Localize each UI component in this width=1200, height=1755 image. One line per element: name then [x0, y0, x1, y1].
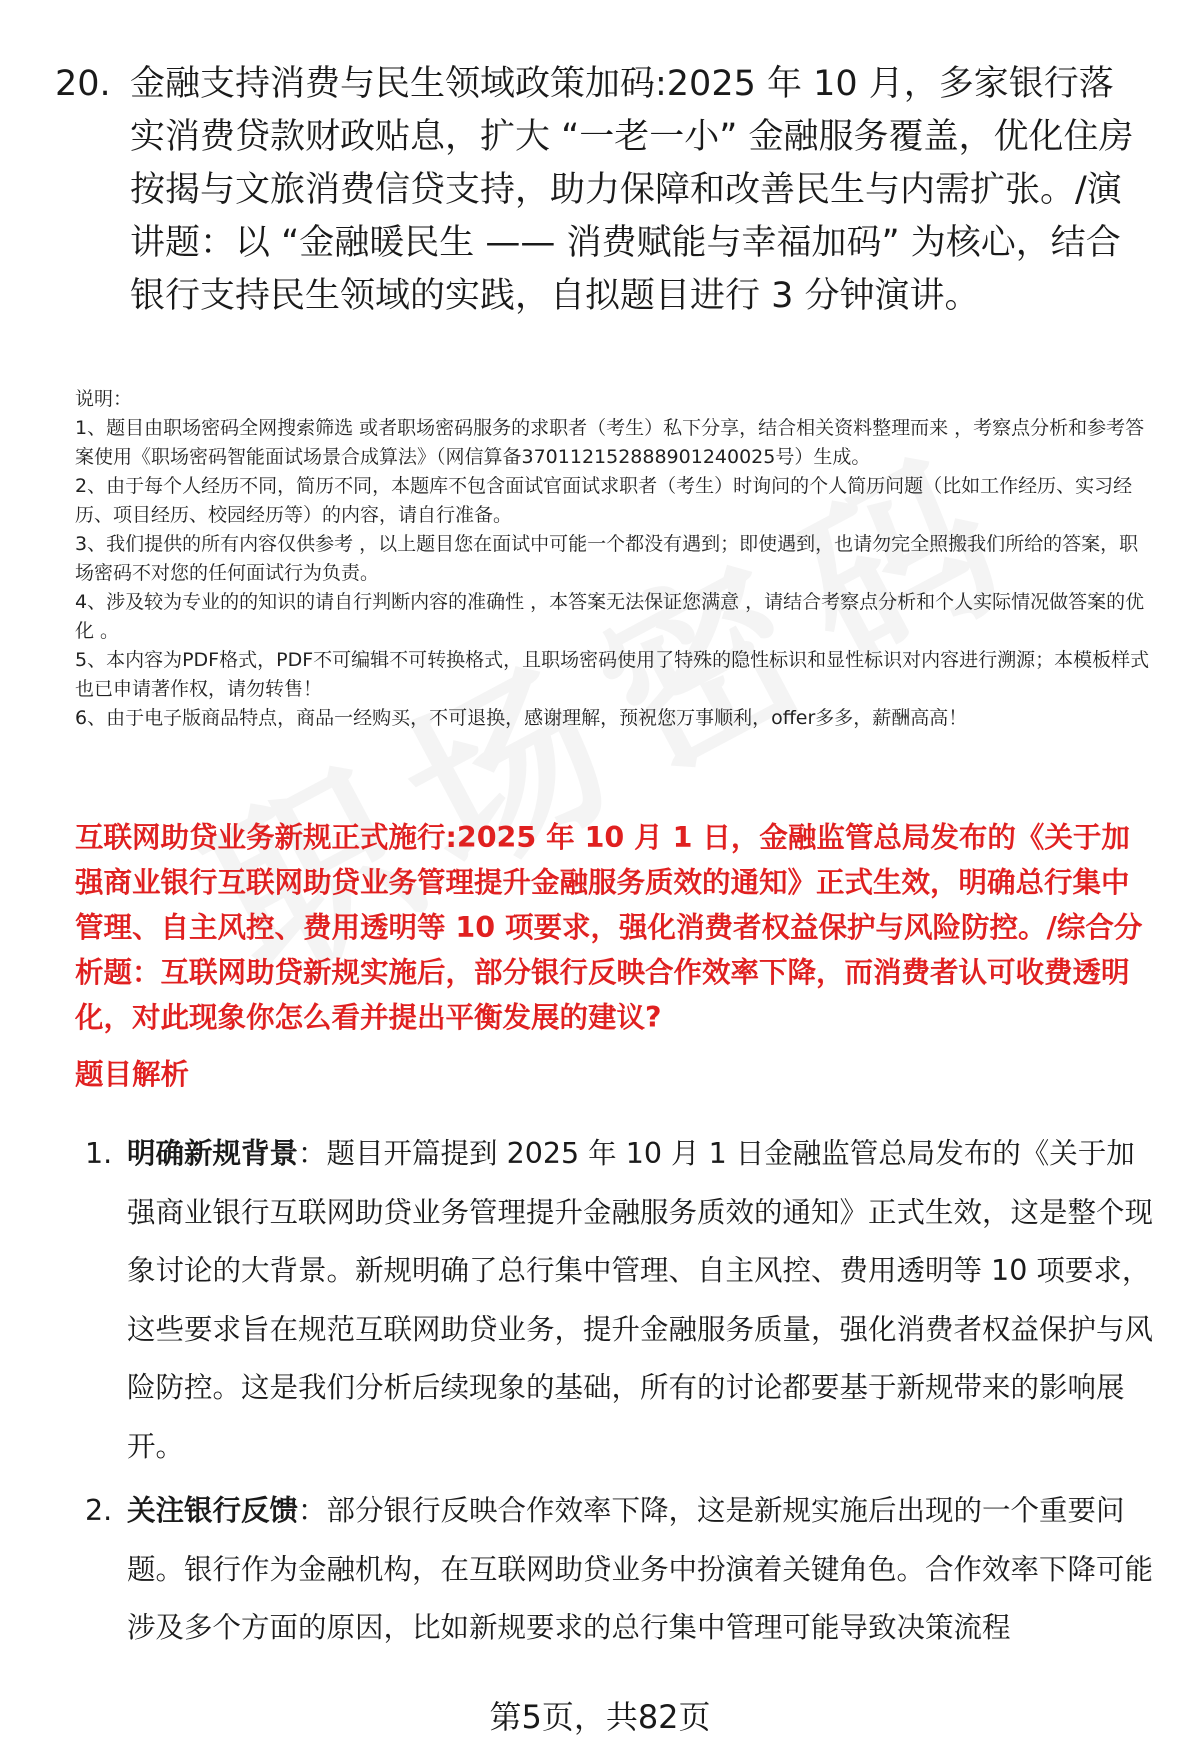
note-item: 3、我们提供的所有内容仅供参考 ，以上题目您在面试中可能一个都没有遇到；即使遇到，也请勿完全照搬我们所给的答案，职场密码不对您的任何面试行为负责。 [75, 533, 1139, 584]
question-text: 金融支持消费与民生领域政策加码:2025 年 10 月，多家银行落实消费贷款财政贴息，扩大 “一老一小” 金融服务覆盖，优化住房按揭与文旅消费信贷支持，助力保障和改善民生与内需扩张。/演讲题：以 “金融暖民生 —— 消费赋能与幸福加码” 为核心，结合银行支持民生领域的实践，自拟题目进行 3 分钟演讲。 [130, 64, 1134, 316]
analysis-text: ：部分银行反映合作效率下降，这是新规实施后出现的一个重要问题。银行作为金融机构，在互联网助贷业务中扮演着关键角色。合作效率下降可能涉及多个方面的原因，比如新规要求的总行集中管理可能导致决策流程 [127, 1494, 1154, 1644]
analysis-item [85, 1125, 1160, 1476]
highlighted-question: 互联网助贷业务新规正式施行:2025 年 10 月 1 日，金融监管总局发布的《关于加强商业银行互联网助贷业务管理提升金融服务质效的通知》正式生效，明确总行集中管理、自主风控、费用透明等 10 项要求，强化消费者权益保护与风险防控。/综合分析题：互联网助贷新规实施后，部分银行反映合作效率下降，而消费者认可收费透明化，对此现象你怎么看并提出平衡发展的建议? [75, 821, 1143, 1034]
analysis-index: 2. [85, 1494, 113, 1527]
notes-block [75, 385, 1155, 733]
question-20 [55, 58, 1145, 323]
note-item: 6、由于电子版商品特点，商品一经购买，不可退换，感谢理解，预祝您万事顺利，offer多多，薪酬高高！ [75, 707, 968, 729]
note-item: 1、题目由职场密码全网搜索筛选 或者职场密码服务的求职者（考生）私下分享，结合相关资料整理而来 ，考察点分析和参考答案使用《职场密码智能面试场景合成算法》（网信算备370112152888901240025号）生成。 [75, 417, 1145, 468]
notes-heading: 说明： [75, 388, 133, 410]
analysis-lead: 关注银行反馈 [127, 1494, 299, 1527]
analysis-text: ：题目开篇提到 2025 年 10 月 1 日金融监管总局发布的《关于加强商业银行互联网助贷业务管理提升金融服务质效的通知》正式生效，这是整个现象讨论的大背景。新规明确了总行集中管理、自主风控、费用透明等 10 项要求，这些要求旨在规范互联网助贷业务，提升金融服务质量，强化消费者权益保护与风险防控。这是我们分析后续现象的基础，所有的讨论都要基于新规带来的影响展开。 [127, 1137, 1154, 1463]
analysis-index: 1. [85, 1137, 113, 1170]
section-title: 题目解析 [75, 1058, 190, 1091]
analysis-item [85, 1482, 1160, 1658]
note-item: 2、由于每个人经历不同，简历不同，本题库不包含面试官面试求职者（考生）时询问的个人简历问题（比如工作经历、实习经历、项目经历、校园经历等）的内容，请自行准备。 [75, 475, 1133, 526]
analysis-list [85, 1125, 1160, 1664]
note-item: 5、本内容为PDF格式，PDF不可编辑不可转换格式，且职场密码使用了特殊的隐性标识和显性标识对内容进行溯源；本模板样式也已申请著作权，请勿转售！ [75, 649, 1150, 700]
question-number: 20. [55, 64, 111, 104]
page-footer: 第5页，共82页 [489, 1698, 711, 1736]
note-item: 4、涉及较为专业的的知识的请自行判断内容的准确性 ，本答案无法保证您满意 ，请结合考察点分析和个人实际情况做答案的优化 。 [75, 591, 1145, 642]
analysis-lead: 明确新规背景 [127, 1137, 299, 1170]
